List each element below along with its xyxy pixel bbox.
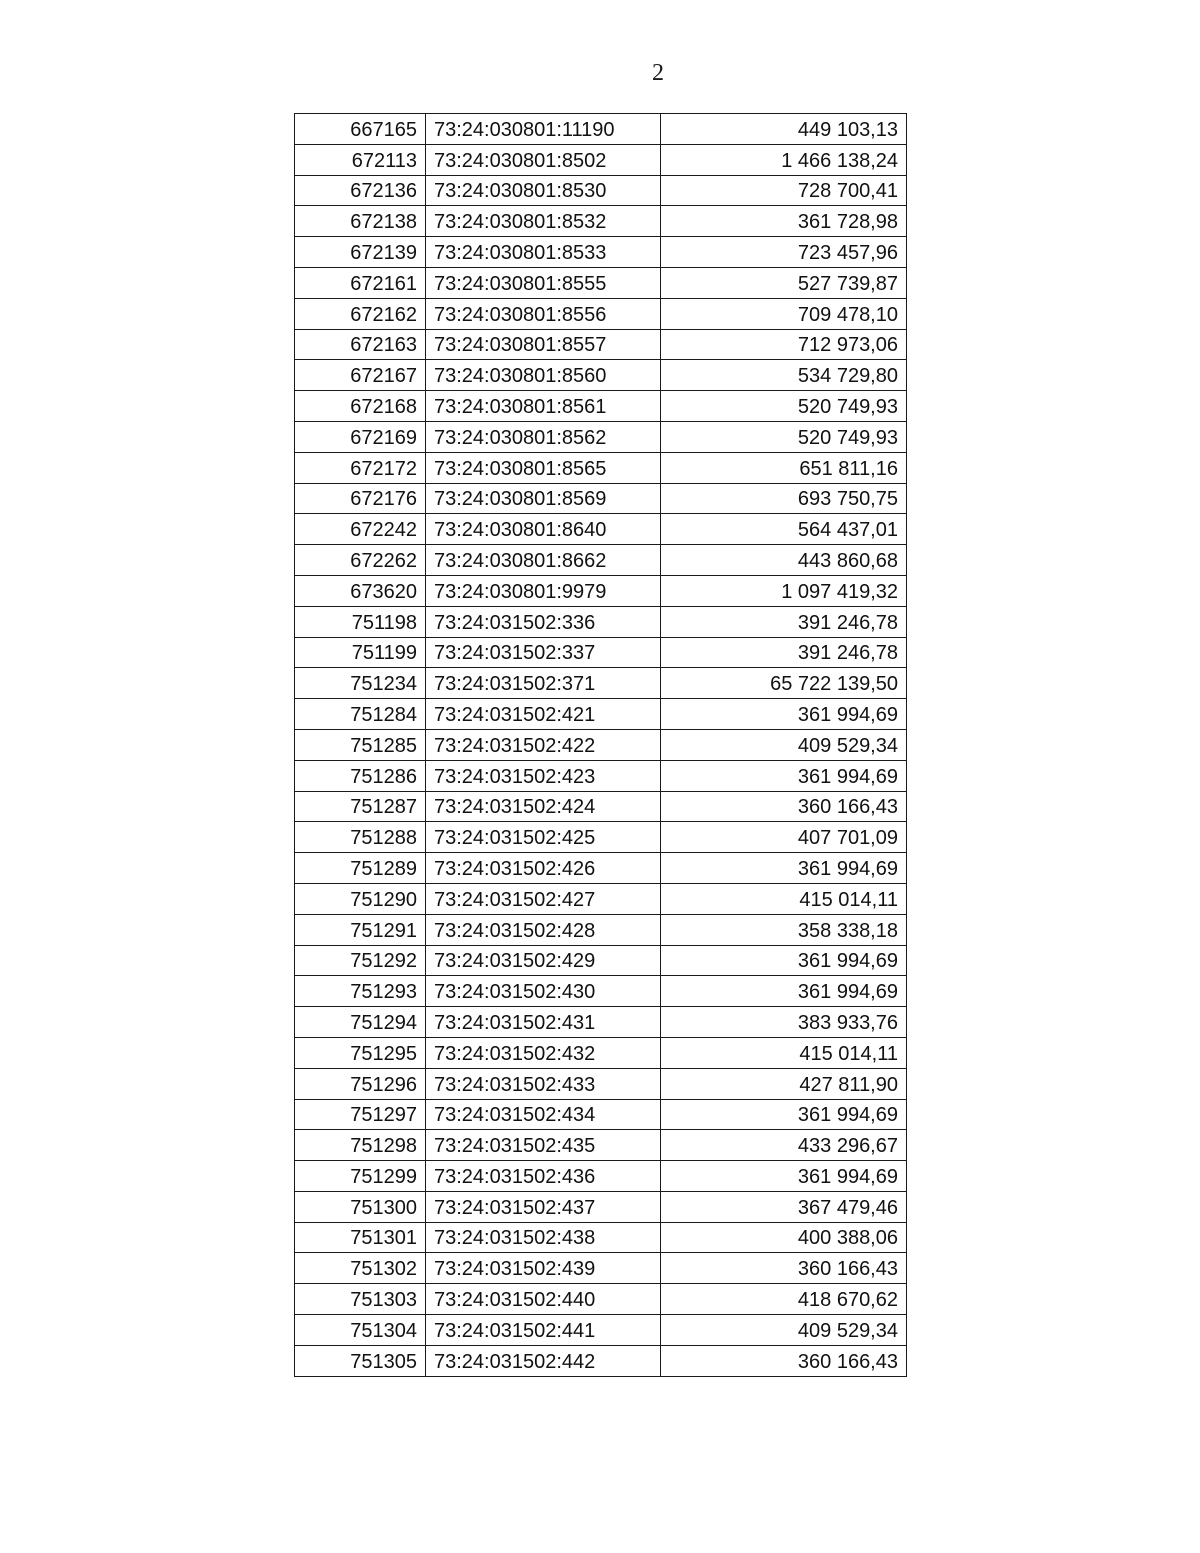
cadastral-number-cell: 73:24:030801:9979 — [426, 575, 661, 606]
row-id-cell: 751294 — [295, 1007, 426, 1038]
row-id-cell: 751304 — [295, 1315, 426, 1346]
row-id-cell: 672161 — [295, 267, 426, 298]
row-id-cell: 751297 — [295, 1099, 426, 1130]
cadastral-value-cell: 564 437,01 — [661, 514, 907, 545]
row-id-cell: 672163 — [295, 329, 426, 360]
cadastral-value-cell: 693 750,75 — [661, 483, 907, 514]
cadastral-number-cell: 73:24:031502:440 — [426, 1284, 661, 1315]
table-row — [295, 483, 907, 514]
cadastral-value-cell: 520 749,93 — [661, 421, 907, 452]
cadastral-value-cell: 651 811,16 — [661, 452, 907, 483]
cadastral-value-cell: 361 994,69 — [661, 945, 907, 976]
cadastral-value-cell: 360 166,43 — [661, 1253, 907, 1284]
cadastral-number-cell: 73:24:031502:432 — [426, 1037, 661, 1068]
cadastral-number-cell: 73:24:030801:8533 — [426, 237, 661, 268]
row-id-cell: 751302 — [295, 1253, 426, 1284]
table-row — [295, 298, 907, 329]
row-id-cell: 673620 — [295, 575, 426, 606]
cadastral-number-cell: 73:24:031502:428 — [426, 914, 661, 945]
table-row — [295, 1191, 907, 1222]
cadastral-value-cell: 415 014,11 — [661, 883, 907, 914]
row-id-cell: 751299 — [295, 1161, 426, 1192]
cadastral-number-cell: 73:24:031502:371 — [426, 668, 661, 699]
page-number-text: 2 — [652, 60, 664, 86]
cadastral-value-cell: 433 296,67 — [661, 1130, 907, 1161]
cadastral-number-cell: 73:24:030801:8565 — [426, 452, 661, 483]
cadastral-number-cell: 73:24:030801:8502 — [426, 144, 661, 175]
cadastral-value-cell: 712 973,06 — [661, 329, 907, 360]
row-id-cell: 751199 — [295, 637, 426, 668]
row-id-cell: 751293 — [295, 976, 426, 1007]
row-id-cell: 672139 — [295, 237, 426, 268]
cadastral-value-cell: 1 097 419,32 — [661, 575, 907, 606]
cadastral-number-cell: 73:24:030801:8556 — [426, 298, 661, 329]
row-id-cell: 751285 — [295, 729, 426, 760]
cadastral-value-cell: 400 388,06 — [661, 1222, 907, 1253]
table-row — [295, 822, 907, 853]
cadastral-number-cell: 73:24:031502:429 — [426, 945, 661, 976]
cadastral-number-cell: 73:24:031502:434 — [426, 1099, 661, 1130]
cadastral-value-cell: 709 478,10 — [661, 298, 907, 329]
table-row — [295, 1007, 907, 1038]
row-id-cell: 751284 — [295, 699, 426, 730]
table-row — [295, 1161, 907, 1192]
cadastral-number-cell: 73:24:030801:8569 — [426, 483, 661, 514]
table-row — [295, 144, 907, 175]
cadastral-number-cell: 73:24:030801:8562 — [426, 421, 661, 452]
row-id-cell: 672262 — [295, 545, 426, 576]
cadastral-value-cell: 361 994,69 — [661, 976, 907, 1007]
page-number — [0, 60, 1200, 87]
table-row — [295, 514, 907, 545]
row-id-cell: 751300 — [295, 1191, 426, 1222]
cadastral-number-cell: 73:24:031502:430 — [426, 976, 661, 1007]
row-id-cell: 751295 — [295, 1037, 426, 1068]
cadastral-value-cell: 361 994,69 — [661, 1161, 907, 1192]
table-row — [295, 1315, 907, 1346]
cadastral-value-cell: 361 994,69 — [661, 1099, 907, 1130]
table-row — [295, 175, 907, 206]
cadastral-number-cell: 73:24:030801:8561 — [426, 391, 661, 422]
cadastral-value-cell: 409 529,34 — [661, 1315, 907, 1346]
cadastral-value-cell: 723 457,96 — [661, 237, 907, 268]
row-id-cell: 751305 — [295, 1345, 426, 1376]
cadastral-number-cell: 73:24:031502:441 — [426, 1315, 661, 1346]
row-id-cell: 672168 — [295, 391, 426, 422]
row-id-cell: 751291 — [295, 914, 426, 945]
row-id-cell: 751290 — [295, 883, 426, 914]
table-row — [295, 421, 907, 452]
cadastral-number-cell: 73:24:030801:8560 — [426, 360, 661, 391]
table-row — [295, 853, 907, 884]
table-row — [295, 1099, 907, 1130]
table-row — [295, 699, 907, 730]
cadastral-number-cell: 73:24:030801:8532 — [426, 206, 661, 237]
table-row — [295, 114, 907, 145]
row-id-cell: 672138 — [295, 206, 426, 237]
cadastral-value-cell: 527 739,87 — [661, 267, 907, 298]
cadastral-number-cell: 73:24:030801:8555 — [426, 267, 661, 298]
cadastral-value-table — [294, 113, 907, 1377]
cadastral-value-cell: 358 338,18 — [661, 914, 907, 945]
row-id-cell: 751198 — [295, 606, 426, 637]
row-id-cell: 751298 — [295, 1130, 426, 1161]
row-id-cell: 751296 — [295, 1068, 426, 1099]
cadastral-number-cell: 73:24:031502:436 — [426, 1161, 661, 1192]
table-row — [295, 1222, 907, 1253]
cadastral-value-cell: 361 994,69 — [661, 699, 907, 730]
cadastral-value-cell: 418 670,62 — [661, 1284, 907, 1315]
table-row — [295, 1284, 907, 1315]
row-id-cell: 672169 — [295, 421, 426, 452]
table-row — [295, 914, 907, 945]
row-id-cell: 672242 — [295, 514, 426, 545]
table-row — [295, 883, 907, 914]
row-id-cell: 672113 — [295, 144, 426, 175]
row-id-cell: 672172 — [295, 452, 426, 483]
cadastral-value-cell: 520 749,93 — [661, 391, 907, 422]
table-row — [295, 637, 907, 668]
row-id-cell: 672167 — [295, 360, 426, 391]
cadastral-number-cell: 73:24:031502:421 — [426, 699, 661, 730]
table-row — [295, 1253, 907, 1284]
table-row — [295, 606, 907, 637]
cadastral-value-cell: 728 700,41 — [661, 175, 907, 206]
cadastral-value-cell: 65 722 139,50 — [661, 668, 907, 699]
cadastral-number-cell: 73:24:031502:433 — [426, 1068, 661, 1099]
table-row — [295, 976, 907, 1007]
cadastral-value-cell: 383 933,76 — [661, 1007, 907, 1038]
cadastral-value-cell: 427 811,90 — [661, 1068, 907, 1099]
cadastral-value-cell: 361 994,69 — [661, 853, 907, 884]
cadastral-value-cell: 534 729,80 — [661, 360, 907, 391]
table-row — [295, 237, 907, 268]
row-id-cell: 672162 — [295, 298, 426, 329]
table-row — [295, 1068, 907, 1099]
cadastral-number-cell: 73:24:030801:8530 — [426, 175, 661, 206]
table-row — [295, 760, 907, 791]
row-id-cell: 751288 — [295, 822, 426, 853]
table-row — [295, 267, 907, 298]
row-id-cell: 672176 — [295, 483, 426, 514]
row-id-cell: 751301 — [295, 1222, 426, 1253]
table-row — [295, 1345, 907, 1376]
cadastral-value-cell: 443 860,68 — [661, 545, 907, 576]
cadastral-value-cell: 449 103,13 — [661, 114, 907, 145]
cadastral-number-cell: 73:24:031502:435 — [426, 1130, 661, 1161]
table-body — [295, 114, 907, 1377]
cadastral-number-cell: 73:24:030801:11190 — [426, 114, 661, 145]
row-id-cell: 751303 — [295, 1284, 426, 1315]
cadastral-number-cell: 73:24:030801:8557 — [426, 329, 661, 360]
row-id-cell: 751289 — [295, 853, 426, 884]
table-row — [295, 1037, 907, 1068]
cadastral-number-cell: 73:24:031502:426 — [426, 853, 661, 884]
row-id-cell: 672136 — [295, 175, 426, 206]
table-row — [295, 668, 907, 699]
cadastral-number-cell: 73:24:030801:8640 — [426, 514, 661, 545]
cadastral-number-cell: 73:24:031502:422 — [426, 729, 661, 760]
cadastral-value-cell: 361 994,69 — [661, 760, 907, 791]
cadastral-number-cell: 73:24:031502:337 — [426, 637, 661, 668]
table-row — [295, 206, 907, 237]
cadastral-number-cell: 73:24:031502:424 — [426, 791, 661, 822]
cadastral-number-cell: 73:24:031502:442 — [426, 1345, 661, 1376]
cadastral-number-cell: 73:24:031502:431 — [426, 1007, 661, 1038]
cadastral-value-cell: 391 246,78 — [661, 637, 907, 668]
table-row — [295, 1130, 907, 1161]
table-row — [295, 729, 907, 760]
cadastral-number-cell: 73:24:031502:425 — [426, 822, 661, 853]
table-row — [295, 391, 907, 422]
cadastral-value-cell: 391 246,78 — [661, 606, 907, 637]
cadastral-number-cell: 73:24:031502:439 — [426, 1253, 661, 1284]
cadastral-value-cell: 415 014,11 — [661, 1037, 907, 1068]
cadastral-value-cell: 360 166,43 — [661, 791, 907, 822]
cadastral-value-cell: 360 166,43 — [661, 1345, 907, 1376]
table-row — [295, 945, 907, 976]
table-row — [295, 545, 907, 576]
table-row — [295, 329, 907, 360]
table-row — [295, 575, 907, 606]
table-row — [295, 791, 907, 822]
cadastral-number-cell: 73:24:031502:336 — [426, 606, 661, 637]
row-id-cell: 751234 — [295, 668, 426, 699]
row-id-cell: 667165 — [295, 114, 426, 145]
cadastral-value-cell: 409 529,34 — [661, 729, 907, 760]
cadastral-value-cell: 367 479,46 — [661, 1191, 907, 1222]
table-row — [295, 360, 907, 391]
cadastral-number-cell: 73:24:031502:427 — [426, 883, 661, 914]
cadastral-number-cell: 73:24:031502:423 — [426, 760, 661, 791]
cadastral-value-cell: 361 728,98 — [661, 206, 907, 237]
row-id-cell: 751287 — [295, 791, 426, 822]
row-id-cell: 751286 — [295, 760, 426, 791]
cadastral-number-cell: 73:24:031502:437 — [426, 1191, 661, 1222]
row-id-cell: 751292 — [295, 945, 426, 976]
cadastral-number-cell: 73:24:031502:438 — [426, 1222, 661, 1253]
table-row — [295, 452, 907, 483]
cadastral-value-cell: 1 466 138,24 — [661, 144, 907, 175]
cadastral-value-cell: 407 701,09 — [661, 822, 907, 853]
cadastral-number-cell: 73:24:030801:8662 — [426, 545, 661, 576]
